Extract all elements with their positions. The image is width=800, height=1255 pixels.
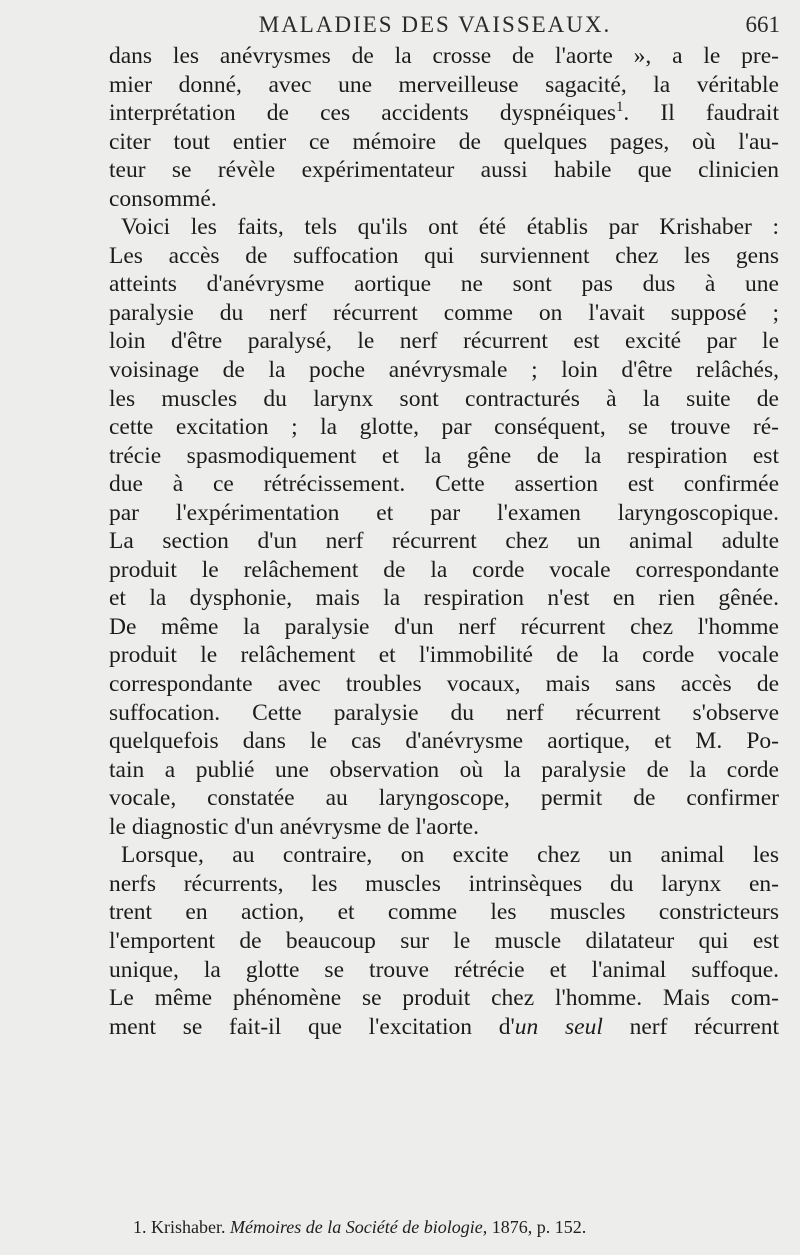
text-line: Voici les faits, tels qu'ils ont été établis par Krishaber : (121, 214, 779, 241)
text-line: Les accès de suffocation qui surviennent chez les gens (109, 242, 779, 269)
text-line (109, 99, 779, 128)
page-header (90, 8, 780, 42)
text-line: cette excitation ; la glotte, par conséquent, se trouve ré- (109, 414, 779, 441)
text-line: dans les anévrysmes de la crosse de l'aorte », a le pre- (109, 43, 779, 69)
footnote (133, 1215, 783, 1239)
text-line: le diagnostic d'un anévrysme de l'aorte. (109, 813, 479, 840)
text-line: teur se révèle expérimentateur aussi habile que clinicien (109, 157, 779, 184)
text-line: Le même phénomène se produit chez l'homme. Mais com- (109, 985, 779, 1012)
text-line: correspondante avec troubles vocaux, mais sans accès de (109, 671, 779, 698)
text-line: atteints d'anévrysme aortique ne sont pas dus à une (109, 271, 779, 298)
text-line: produit le relâchement de la corde vocale correspondante (109, 556, 779, 583)
text-line: nerfs récurrents, les muscles intrinsèques du larynx en- (109, 870, 779, 897)
text-line: consommé. (109, 185, 217, 212)
text-line (109, 1013, 779, 1042)
text-line: unique, la glotte se trouve rétrécie et l'animal suffoque. (109, 956, 779, 983)
footnote-number: 1. (133, 1217, 147, 1237)
text-line: trent en action, et comme les muscles constricteurs (109, 899, 779, 926)
text-line: citer tout entier ce mémoire de quelques pages, où l'au- (109, 128, 779, 155)
text-line: vocale, constatée au laryngoscope, permit de confirmer (109, 785, 779, 812)
text-line: Lorsque, au contraire, on excite chez un animal les (121, 842, 779, 869)
text-line: due à ce rétrécissement. Cette assertion est confirmée (109, 471, 779, 498)
text-line: quelquefois dans le cas d'anévrysme aortique, et M. Po- (109, 728, 779, 755)
text-line: tain a publié une observation où la paralysie de la corde (109, 756, 779, 783)
text-line: et la dysphonie, mais la respiration n'est en rien gênée. (109, 585, 779, 612)
italic-text: un seul (514, 1013, 603, 1040)
text-line: l'emportent de beaucoup sur le muscle dilatateur qui est (109, 927, 779, 954)
text-line: produit le relâchement et l'immobilité de la corde vocale (109, 642, 779, 669)
text-line: La section d'un nerf récurrent chez un animal adulte (109, 528, 779, 555)
text-line: par l'expérimentation et par l'examen laryngoscopique. (109, 499, 779, 526)
footnote-details: , 1876, p. 152. (482, 1217, 587, 1237)
text-line: voisinage de la poche anévrysmale ; loin d'être relâchés, (109, 357, 779, 384)
text-line: suffocation. Cette paralysie du nerf récurrent s'observe (109, 699, 779, 726)
text-line: loin d'être paralysé, le nerf récurrent est excité par le (109, 328, 779, 355)
text-line: les muscles du larynx sont contracturés à la suite de (109, 385, 779, 412)
body-text (109, 42, 779, 1041)
footnote-author: Krishaber. (151, 1217, 226, 1237)
page-number: 661 (745, 12, 780, 37)
text-segment: ment se fait-il que l'excitation d' (109, 1013, 515, 1040)
text-line: trécie spasmodiquement et la gêne de la respiration est (109, 442, 779, 469)
text-line: De même la paralysie d'un nerf récurrent chez l'homme (109, 613, 779, 640)
running-title: MALADIES DES VAISSEAUX. (258, 12, 612, 37)
text-segment: . Il faudrait (623, 100, 779, 127)
footnote-title: Mémoires de la Société de biologie (229, 1217, 483, 1237)
text-line: paralysie du nerf récurrent comme on l'avait supposé ; (109, 299, 779, 326)
text-segment: nerf récurrent (602, 1013, 779, 1040)
text-segment: interprétation de ces accidents dyspnéiques (109, 100, 617, 127)
text-line: mier donné, avec une merveilleuse sagacité, la véritable (109, 71, 779, 98)
footnote-reference: 1 (616, 99, 624, 116)
